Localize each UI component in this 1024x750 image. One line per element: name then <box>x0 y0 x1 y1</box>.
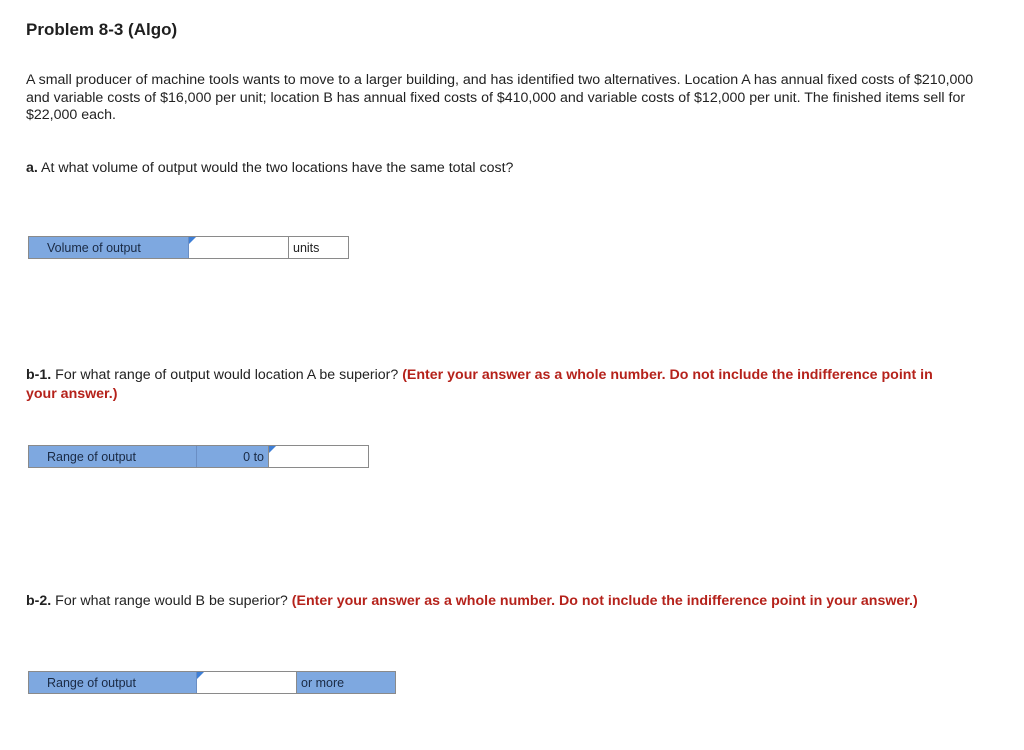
input-flag-icon <box>189 237 196 244</box>
question-b2-number: b-2. <box>26 593 52 609</box>
question-a <box>26 159 513 178</box>
question-b1 <box>26 366 966 404</box>
question-a-number: a. <box>26 160 38 176</box>
question-b2-text: For what range would B be superior? <box>51 593 292 609</box>
range-b-row <box>28 671 396 694</box>
range-b-label: Range of output <box>29 672 197 693</box>
range-b-cell[interactable] <box>197 672 297 693</box>
volume-output-input[interactable] <box>189 237 288 258</box>
input-flag-icon <box>197 672 204 679</box>
volume-output-unit: units <box>289 237 348 258</box>
range-b-input[interactable] <box>197 672 296 693</box>
input-flag-icon <box>269 446 276 453</box>
range-a-row <box>28 445 369 468</box>
range-a-input[interactable] <box>269 446 368 467</box>
question-b1-hint: (Enter your answer as a whole number. Do not include the indifference point in your answer.) <box>26 367 933 402</box>
problem-title: Problem 8-3 (Algo) <box>26 20 178 39</box>
volume-output-label: Volume of output <box>29 237 189 258</box>
question-b1-number: b-1. <box>26 367 52 383</box>
volume-output-row <box>28 236 349 259</box>
volume-output-cell[interactable] <box>189 237 289 258</box>
range-a-cell[interactable] <box>269 446 368 467</box>
question-b2-hint: (Enter your answer as a whole number. Do not include the indifference point in your answer.) <box>291 593 918 609</box>
range-a-prefix: 0 to <box>197 446 269 467</box>
question-b2 <box>26 592 966 611</box>
question-a-text: At what volume of output would the two locations have the same total cost? <box>37 160 514 176</box>
problem-intro: A small producer of machine tools wants to move to a larger building, and has identified two alternatives. Location A has annual fixed costs of $210,000 and variable costs of $16,000 per unit; location B has annual fixed costs of $410,000 and variable costs of $12,000 per unit. The finished items sell for $22,000 each. <box>26 72 974 123</box>
range-b-suffix: or more <box>297 672 395 693</box>
question-b1-text: For what range of output would location A be superior? <box>51 367 403 383</box>
range-a-label: Range of output <box>29 446 197 467</box>
